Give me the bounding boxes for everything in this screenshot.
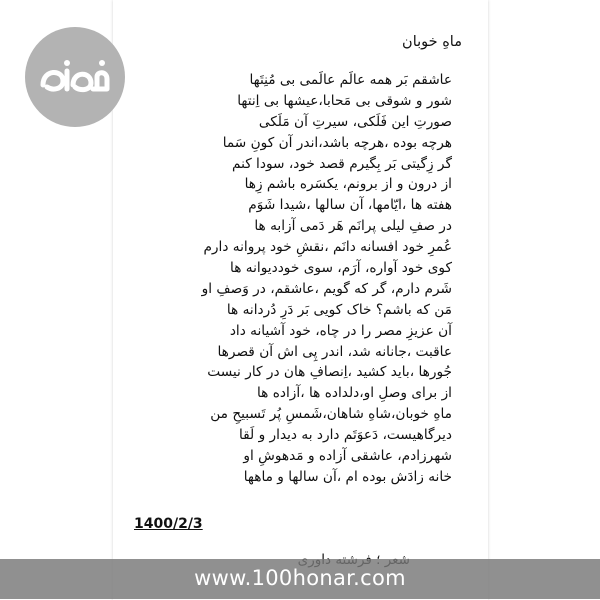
poem-date: 1400/2/3 [134,516,203,532]
poem-line: گر زِگیتی بَر بِگیرم قصد خود، سودا کنم [231,155,452,172]
poem-lines [201,70,452,488]
poem-line: عُمرِ خود افسانه دانَم ،نقشِ خود پروانه دارم [203,239,452,256]
poem-line: جُورها ،باید کشید ،اِنصافِ هان در کار نیست [207,364,452,381]
poem-line: شَرم دارم، گر که گویم ،عاشقم، در وَصفِ او [201,280,452,297]
watermark-text: www.100honar.com [194,566,406,590]
poem-line: کوی خود آواره، آرَم، سوی خوددیوانه ها [230,260,452,277]
poem-line: عاقبت ،جانانه شد، اندر پِی اش آن قصرها [217,343,452,360]
poem-line: هفته ها ،ایّامها، آن سالها ،شیدا شَوَم [248,197,452,214]
poem-line: صورتِ این فَلَکی، سیرتِ آن مَلَکی [258,113,452,130]
poem-line: خانه زادَش بوده ام ،آن سالها و ماهها [243,468,452,485]
poem-line: ماهِ خوبان،شاهِ شاهان،شَمسِ پُر تَسبیحِ من [210,406,452,423]
site-logo [25,27,125,127]
poem-title: ماهِ خوبان [402,34,462,50]
logo-lettering-icon [25,27,125,127]
poem-line: آن عزیزِ مصر را در چاه، خود آشیانه داد [229,322,452,339]
poem-line: از برای وصلِ او،دلداده ها ،آزاده ها [256,385,452,402]
poem-line: مَن که باشم؟ خاک کویی بَر دَرِ دُردانه ها [226,301,452,318]
poem-line: هرچه بوده ،هرچه باشد،اندر آن کونِ سَما [222,134,452,151]
poem-line: شور و شوقی بی مَحابا،عیشها بی اِنتها [237,92,452,109]
poem-line: از درون و از برونم، یکسَره باشم زِها [244,176,452,193]
poem-line: در صفِ لیلی پرانَم هَر دَمی آزابه ها [254,218,452,235]
poem-line: عاشقم بَر همه عالَم عالَمی بی مُنِتَها [249,72,452,88]
watermark-bar [0,559,600,599]
poem-line: دیرگاهیست، دَعوَتَم دارد به دیدار و لَقا [238,427,452,444]
poem-line: شهرزادم، عاشقی آزاده و مَدهوشِ او [243,448,452,465]
